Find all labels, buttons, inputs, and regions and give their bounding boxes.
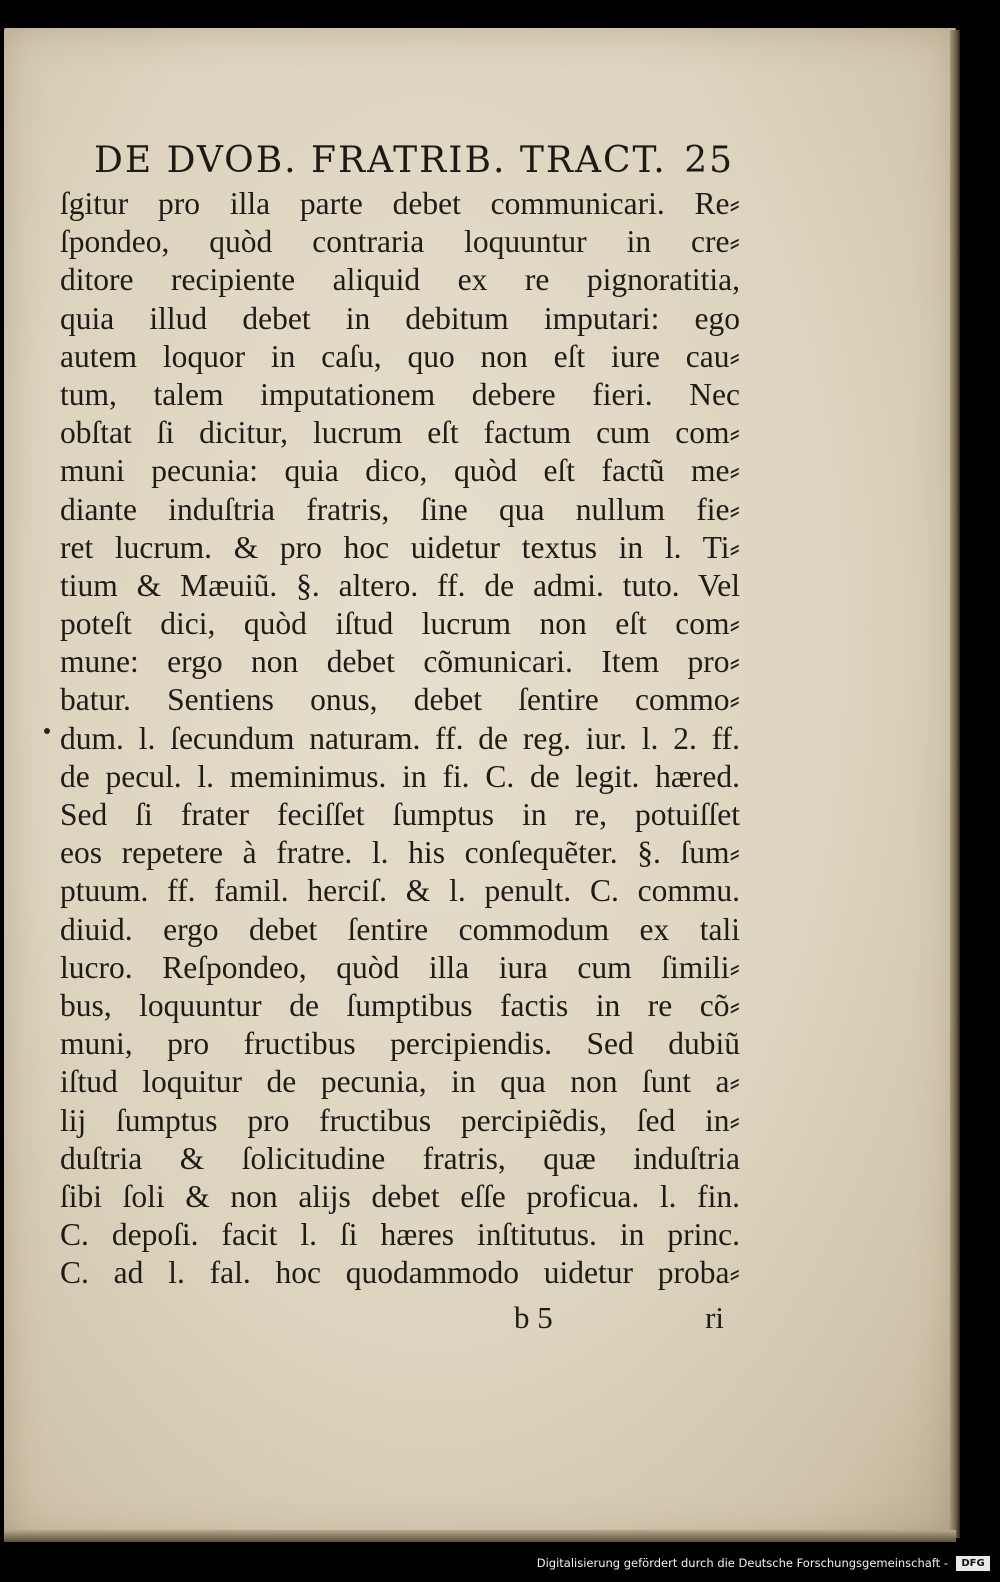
text-line: ſgitur pro illa parte debet communicari. Re⸗	[60, 186, 740, 221]
text-line: muni pecunia: quia dico, quòd eſt factũ me⸗	[60, 453, 740, 489]
text-line: batur. Sentiens onus, debet ſentire commo⸗	[60, 682, 740, 718]
text-line: lij ſumptus pro fructibus percipiẽdis, ſed in⸗	[60, 1102, 740, 1138]
text-line: bus, loquuntur de ſumptibus factis in re cõ⸗	[60, 987, 740, 1023]
footer-bar	[0, 1548, 1000, 1582]
text-line: mune: ergo non debet cõmunicari. Item pro⸗	[60, 644, 740, 680]
text-line: dum. l. ſecundum naturam. ff. de reg. iur. l. 2. ff.	[60, 720, 740, 756]
page-bottom-edge	[4, 1530, 956, 1542]
catchword: ri	[705, 1300, 724, 1335]
text-line: obſtat ſi dicitur, lucrum eſt factum cum com⸗	[60, 415, 740, 451]
signature-mark: b 5	[514, 1300, 553, 1335]
text-line: ſibi ſoli & non alijs debet eſſe proficua. l. fin.	[60, 1178, 740, 1214]
text-line: tium & Mæuiũ. §. altero. ff. de admi. tuto. Vel	[60, 567, 740, 603]
text-line: ptuum. ff. famil. herciſ. & l. penult. C. commu.	[60, 873, 740, 909]
text-line: de pecul. l. meminimus. in fi. C. de legit. hæred.	[60, 758, 740, 794]
text-line: autem loquor in caſu, quo non eſt iure cau⸗	[60, 338, 740, 374]
text-line: ſpondeo, quòd contraria loquuntur in cre⸗	[60, 224, 740, 260]
text-line: diante induſtria fratris, ſine qua nullum fie⸗	[60, 491, 740, 527]
text-line: eos repetere à fratre. l. his conſequẽter. §. ſum⸗	[60, 835, 740, 871]
text-line: Sed ſi frater feciſſet ſumptus in re, potuiſſet	[60, 797, 740, 832]
funding-notice: Digitalisierung gefördert durch die Deutsche Forschungsgemeinschaft -	[536, 1556, 948, 1570]
page-fore-edge	[950, 30, 960, 1538]
text-line: muni, pro fructibus percipiendis. Sed dubiũ	[60, 1026, 740, 1062]
text-line: tum, talem imputationem debere fieri. Nec	[60, 376, 740, 412]
text-line: ret lucrum. & pro hoc uidetur textus in l. Ti⸗	[60, 529, 740, 565]
folio-number: 25	[684, 140, 734, 181]
running-head-title: DE DVOB. FRATRIB. TRACT.	[94, 140, 667, 181]
margin-dot	[44, 728, 50, 734]
text-line: diuid. ergo debet ſentire commodum ex tali	[60, 911, 740, 947]
text-line: duſtria & ſolicitudine fratris, quæ induſtria	[60, 1140, 740, 1176]
text-line: ditore recipiente aliquid ex re pignoratitia,	[60, 262, 740, 298]
text-line: iſtud loquitur de pecunia, in qua non ſunt a⸗	[60, 1064, 740, 1100]
signature-line	[514, 1300, 724, 1340]
text-line: poteſt dici, quòd iſtud lucrum non eſt com⸗	[60, 606, 740, 642]
book-page	[4, 28, 956, 1540]
dfg-logo: DFG	[956, 1556, 990, 1571]
text-line: lucro. Reſpondeo, quòd illa iura cum ſimili⸗	[60, 949, 740, 985]
text-line: C. ad l. fal. hoc quodammodo uidetur proba⸗	[60, 1255, 740, 1291]
running-head	[94, 140, 734, 190]
text-line: C. depoſi. facit l. ſi hæres inſtitutus. in princ.	[60, 1217, 740, 1253]
body-text	[60, 185, 740, 1292]
text-line: quia illud debet in debitum imputari: ego	[60, 300, 740, 336]
